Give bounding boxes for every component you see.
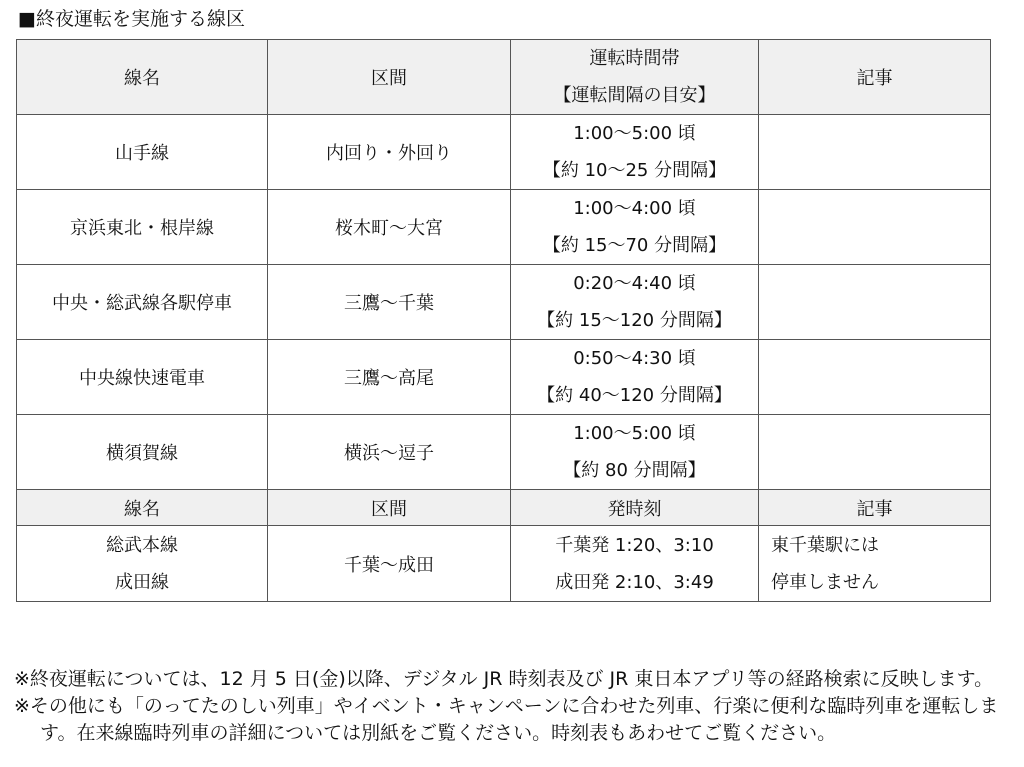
section: 横浜～逗子: [268, 415, 511, 490]
operating-hours: [511, 190, 759, 265]
header-section: 区間: [268, 490, 511, 526]
interval: 【約 15～70 分間隔】: [542, 235, 727, 256]
table-row: [17, 190, 991, 265]
header-remarks: 記事: [759, 40, 991, 115]
header-interval-guide-label: 【運転間隔の目安】: [553, 85, 716, 106]
line-name-1: 総武本線: [106, 534, 178, 556]
operating-hours: [511, 415, 759, 490]
operating-hours: [511, 265, 759, 340]
header-departure: 発時刻: [511, 490, 759, 526]
table-header-row-2: [17, 490, 991, 526]
table-header-row: [17, 40, 991, 115]
header-operating-hours: [511, 40, 759, 115]
table-row: [17, 415, 991, 490]
line-name: 京浜東北・根岸線: [17, 190, 268, 265]
departure-times: [511, 526, 759, 602]
interval: 【約 80 分間隔】: [563, 460, 706, 481]
remarks: [759, 415, 991, 490]
departure-2: 成田発 2:10、3:49: [555, 571, 714, 593]
time-range: 1:00～5:00 頃: [573, 423, 696, 444]
all-night-service-table: [16, 39, 991, 602]
section: 内回り・外回り: [268, 115, 511, 190]
time-range: 1:00～5:00 頃: [573, 123, 696, 144]
time-range: 0:20～4:40 頃: [573, 273, 696, 294]
header-section: 区間: [268, 40, 511, 115]
remarks: [759, 190, 991, 265]
note-2: ※その他にも「のってたのしい列車」やイベント・キャンペーンに合わせた列車、行楽に便利な臨時列車を運転します。在来線臨時列車の詳細については別紙をご覧ください。時刻表もあわせてご覧ください。: [14, 695, 999, 744]
line-name: [17, 526, 268, 602]
section-heading: ■終夜運転を実施する線区: [18, 8, 245, 30]
line-name-2: 成田線: [115, 571, 169, 593]
section: 三鷹～千葉: [268, 265, 511, 340]
table-row: [17, 115, 991, 190]
interval: 【約 15～120 分間隔】: [537, 310, 732, 331]
line-name: 中央線快速電車: [17, 340, 268, 415]
note-1: ※終夜運転については、12 月 5 日(金)以降、デジタル JR 時刻表及び JR 東日本アプリ等の経路検索に反映します。: [14, 668, 994, 690]
section: 桜木町～大宮: [268, 190, 511, 265]
interval: 【約 10～25 分間隔】: [542, 160, 727, 181]
line-name: 横須賀線: [17, 415, 268, 490]
remarks: [759, 340, 991, 415]
time-range: 0:50～4:30 頃: [573, 348, 696, 369]
header-operating-hours-label: 運転時間帯: [589, 48, 680, 69]
remarks-line-1: 東千葉駅には: [771, 534, 879, 556]
departure-1: 千葉発 1:20、3:10: [555, 534, 714, 556]
remarks-line-2: 停車しません: [771, 571, 879, 593]
interval: 【約 40～120 分間隔】: [537, 385, 732, 406]
remarks: [759, 115, 991, 190]
header-line-name: 線名: [17, 490, 268, 526]
table-row: [17, 265, 991, 340]
table-row-special: [17, 526, 991, 602]
notes: [14, 666, 1014, 747]
line-name: 山手線: [17, 115, 268, 190]
header-remarks: 記事: [759, 490, 991, 526]
line-name: 中央・総武線各駅停車: [17, 265, 268, 340]
operating-hours: [511, 115, 759, 190]
remarks: [759, 265, 991, 340]
remarks: [759, 526, 991, 602]
section: 三鷹～高尾: [268, 340, 511, 415]
header-line-name: 線名: [17, 40, 268, 115]
time-range: 1:00～4:00 頃: [573, 198, 696, 219]
section: 千葉～成田: [268, 526, 511, 602]
table-row: [17, 340, 991, 415]
operating-hours: [511, 340, 759, 415]
